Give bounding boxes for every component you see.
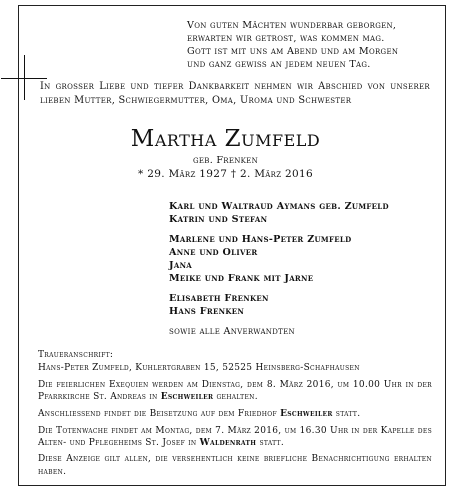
mourners-closing: sowie alle Anverwandten — [169, 326, 295, 337]
burial-text-end: statt. — [332, 408, 361, 419]
burial-place: Eschweiler — [280, 408, 333, 419]
notice-paragraph: Diese Anzeige gilt allen, die versehentlich keine briefliche Benachrichtigung erhalten haben. — [38, 454, 432, 477]
farewell-intro: In grosser Liebe und tiefer Dankbarkeit nehmen wir Abschied von unserer lieben Mutter, Schwiegermutter, Oma, Uroma und Schwester — [40, 81, 430, 106]
poem-line: Gott ist mit uns am Abend und am Morgen — [187, 46, 399, 57]
mourner-line: Karl und Waltraud Aymans geb. Zumfeld — [169, 201, 389, 212]
burial-paragraph — [38, 408, 432, 420]
mourner-line: Anne und Oliver — [169, 247, 258, 258]
mourner-line: Marlene und Hans-Peter Zumfeld — [169, 234, 352, 245]
mourners-list — [169, 200, 449, 338]
maiden-name: geb. Frenken — [192, 155, 259, 166]
poem-line: und ganz gewiss an jedem neuen Tag. — [187, 59, 371, 70]
wake-text: Die Totenwache findet am Montag, dem 7. März 2016, um 16.30 Uhr in der Kapelle des Alten- und Pflegeheims St. Josef in — [38, 425, 432, 448]
wake-place: Waldenrath — [199, 437, 257, 448]
exequien-text-end: gehalten. — [213, 392, 258, 403]
mourner-line: Hans Frenken — [169, 306, 245, 317]
deceased-name: Martha Zumfeld — [130, 126, 321, 152]
mourner-line: Elisabeth Frenken — [169, 293, 269, 304]
mourner-line: Katrin und Stefan — [169, 214, 268, 225]
wake-text-end: statt. — [256, 437, 285, 448]
mourner-line: Meike und Frank mit Jarne — [169, 273, 314, 284]
mourner-line: Jana — [169, 260, 192, 271]
burial-text: Anschliessend findet die Beisetzung auf dem Friedhof — [38, 408, 281, 419]
poem-quote — [187, 19, 437, 71]
poem-line: erwarten wir getrost, was kommen mag. — [187, 33, 385, 44]
life-dates: * 29. März 1927 † 2. März 2016 — [138, 168, 313, 180]
exequien-place: Eschweiler — [160, 392, 214, 403]
mourning-address: Hans-Peter Zumfeld, Kuhlertgraben 15, 52525 Heinsberg-Schafhausen — [38, 363, 360, 374]
poem-line: Von guten Mächten wunderbar geborgen, — [187, 20, 397, 31]
exequien-text: Die feierlichen Exequien werden am Dienstag, dem 8. März 2016, um 10.00 Uhr in der Pfarrkirche St. Andreas in — [38, 379, 432, 403]
funeral-information — [38, 349, 432, 482]
cross-icon — [1, 78, 47, 79]
address-label: Traueranschrift: — [38, 350, 114, 360]
exequien-paragraph — [38, 379, 432, 403]
wake-paragraph — [38, 425, 432, 449]
